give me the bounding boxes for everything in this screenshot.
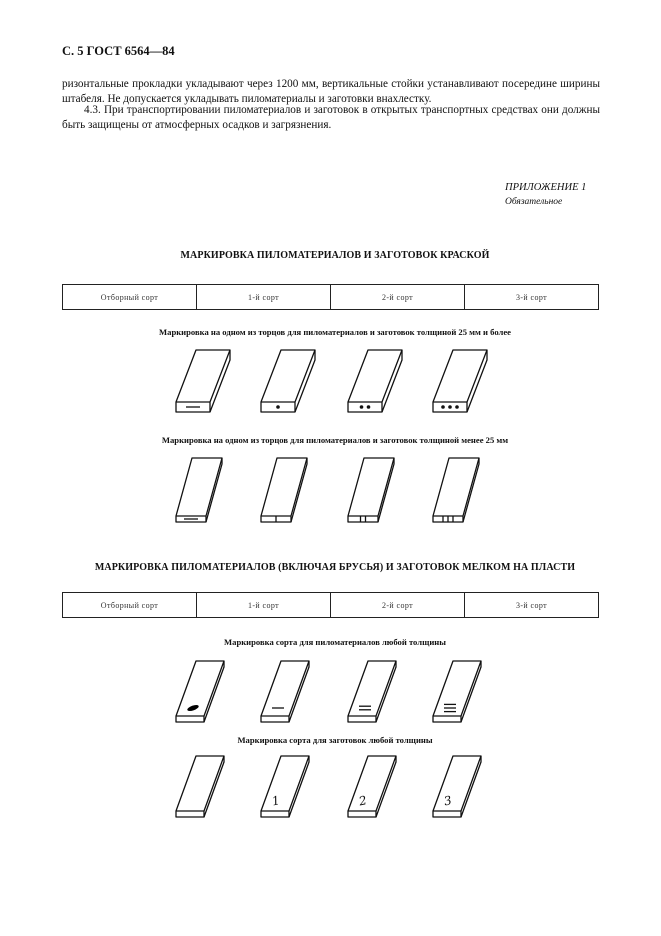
figure-row-lumber-face <box>0 660 661 730</box>
page-header: С. 5 ГОСТ 6564—84 <box>62 44 175 58</box>
appendix-status: Обязательное <box>505 197 563 207</box>
grades-table-paint <box>62 284 599 310</box>
figure-row-blanks-face <box>0 755 661 825</box>
dot-mark <box>367 405 371 409</box>
board-face-lumber-3 <box>433 661 481 722</box>
grade-numeral: 3 <box>442 793 453 809</box>
grade-select-cell: Отборный сорт <box>63 593 197 618</box>
board-end-thin-0 <box>176 458 222 522</box>
dot-mark <box>441 405 445 409</box>
appendix-label <box>505 180 586 210</box>
appendix-title: ПРИЛОЖЕНИЕ 1 <box>505 182 587 193</box>
board-face-blank-3 <box>433 756 481 817</box>
ring-mark <box>187 704 200 713</box>
figure-row-thick-ends <box>0 354 661 414</box>
board-end-thick-2 <box>348 350 402 412</box>
board-face-lumber-1 <box>261 661 309 722</box>
grade-select-cell: Отборный сорт <box>63 285 197 310</box>
board-face-blank-2 <box>348 756 396 817</box>
grade-2-cell: 2-й сорт <box>331 593 465 618</box>
board-end-thick-1 <box>261 350 315 412</box>
grade-numeral: 2 <box>357 793 368 809</box>
subheading-thin-ends: Маркировка на одном из торцов для пиломатериалов и заготовок толщиной менее 25 мм <box>161 435 509 445</box>
subheading-lumber-face: Маркировка сорта для пиломатериалов любой толщины <box>224 637 446 647</box>
grade-1-cell: 1-й сорт <box>197 593 331 618</box>
board-face-blank-0 <box>176 756 224 817</box>
board-end-thin-1 <box>261 458 307 522</box>
grade-numeral: 1 <box>270 793 281 809</box>
board-end-thick-3 <box>433 350 487 412</box>
board-end-thin-3 <box>433 458 479 522</box>
grade-1-cell: 1-й сорт <box>197 285 331 310</box>
subheading-blanks-face: Маркировка сорта для заготовок любой толщины <box>237 735 433 745</box>
figure-row-thin-ends <box>0 458 661 528</box>
section-chalk-heading: МАРКИРОВКА ПИЛОМАТЕРИАЛОВ (ВКЛЮЧАЯ БРУСЬЯ) И ЗАГОТОВОК МЕЛКОМ НА ПЛАСТИ <box>94 562 576 573</box>
grade-3-cell: 3-й сорт <box>465 285 599 310</box>
dot-mark <box>276 405 280 409</box>
dot-mark <box>360 405 364 409</box>
board-face-lumber-2 <box>348 661 396 722</box>
grade-2-cell: 2-й сорт <box>331 285 465 310</box>
board-face-blank-1 <box>261 756 309 817</box>
paragraph-4-3: 4.3. При транспортировании пиломатериалов и заготовок в открытых транспортных средствах они должны быть защищены от атмосферных осадков и загрязнения. <box>62 104 600 131</box>
dot-mark <box>455 405 459 409</box>
subheading-thick-ends: Маркировка на одном из торцов для пиломатериалов и заготовок толщиной 25 мм и более <box>159 327 511 337</box>
board-face-lumber-0 <box>176 661 224 722</box>
section-paint-heading: МАРКИРОВКА ПИЛОМАТЕРИАЛОВ И ЗАГОТОВОК КРАСКОЙ <box>180 250 490 261</box>
dot-mark <box>448 405 452 409</box>
paragraph-continuation: ризонтальные прокладки укладывают через 1200 мм, вертикальные стойки устанавливают посередине ширины штабеля. Не допускается укладывать пиломатериалы и заготовки внахлестку. <box>62 78 600 105</box>
board-end-thick-0 <box>176 350 230 412</box>
grades-table-chalk <box>62 592 599 618</box>
grade-3-cell: 3-й сорт <box>465 593 599 618</box>
board-end-thin-2 <box>348 458 394 522</box>
